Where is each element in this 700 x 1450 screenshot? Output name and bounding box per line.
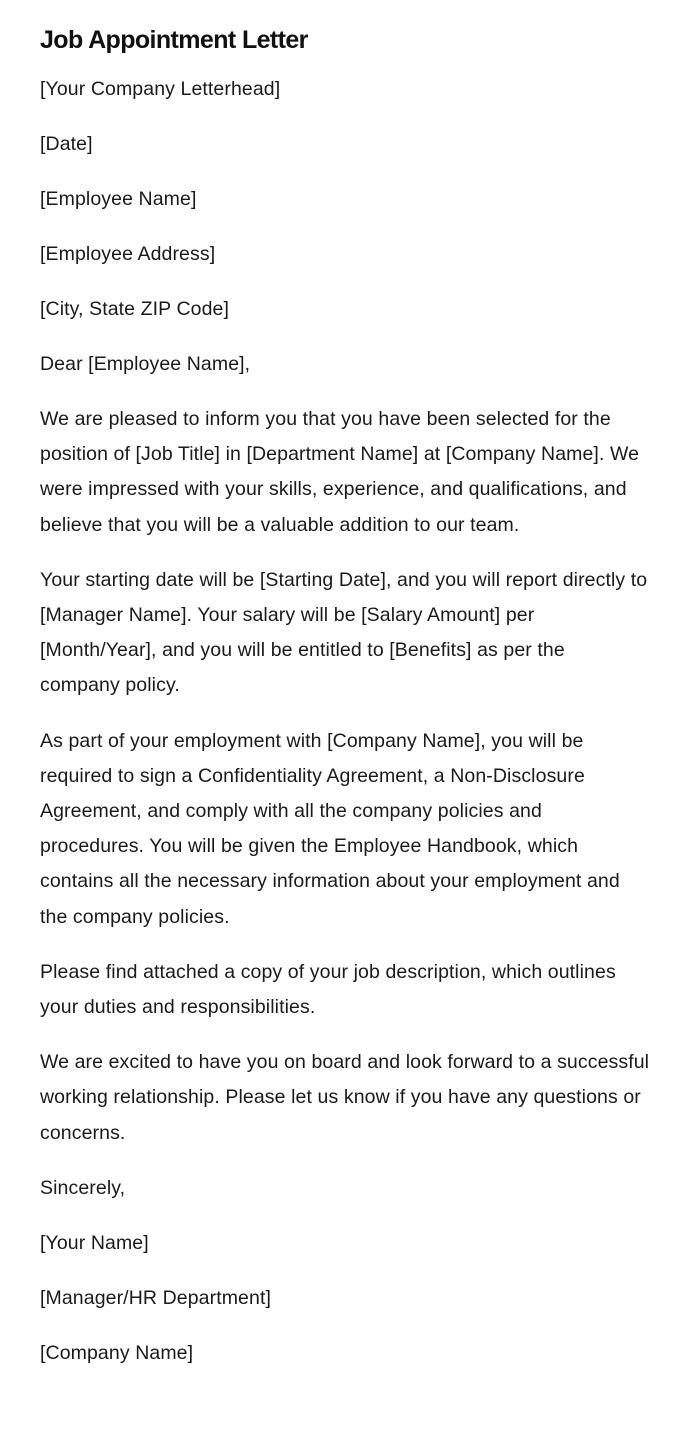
city-state-zip-placeholder: [City, State ZIP Code] [40,298,229,320]
paragraph-agreements: As part of your employment with [Company Name], you will be required to sign a Confidentiality Agreement, a Non-Disclosure Agreement, and comply with all the company policies and procedures. You will be given the Employee Handbook, which contains all the necessary information about your employment and the company policies. [40,729,620,928]
closing: Sincerely, [40,1176,126,1199]
page-title: Job Appointment Letter [40,26,308,54]
date-placeholder: [Date] [40,133,93,155]
signer-department-placeholder: [Manager/HR Department] [40,1286,271,1309]
paragraph-start-and-salary: Your starting date will be [Starting Date], and you will report directly to [Manager Name]. Your salary will be [Salary Amount] per [Month/Year], and you will be entitled to [Benefits] as per the company policy. [40,568,648,697]
signer-company-placeholder: [Company Name] [40,1341,194,1364]
letter-document [40,22,650,1391]
employee-name-placeholder: [Employee Name] [40,188,197,210]
company-letterhead-placeholder: [Your Company Letterhead] [40,78,281,100]
employee-address-placeholder: [Employee Address] [40,243,216,265]
paragraph-job-description: Please find attached a copy of your job description, which outlines your duties and responsibilities. [40,960,616,1019]
signer-name-placeholder: [Your Name] [40,1231,149,1254]
paragraph-selection: We are pleased to inform you that you have been selected for the position of [Job Title] in [Department Name] at [Company Name]. We were impressed with your skills, experience, and qualifications, and believe that you will be a valuable addition to our team. [40,408,640,536]
paragraph-welcome: We are excited to have you on board and look forward to a successful working relationship. Please let us know if you have any questions or concerns. [40,1051,650,1144]
salutation: Dear [Employee Name], [40,353,251,375]
